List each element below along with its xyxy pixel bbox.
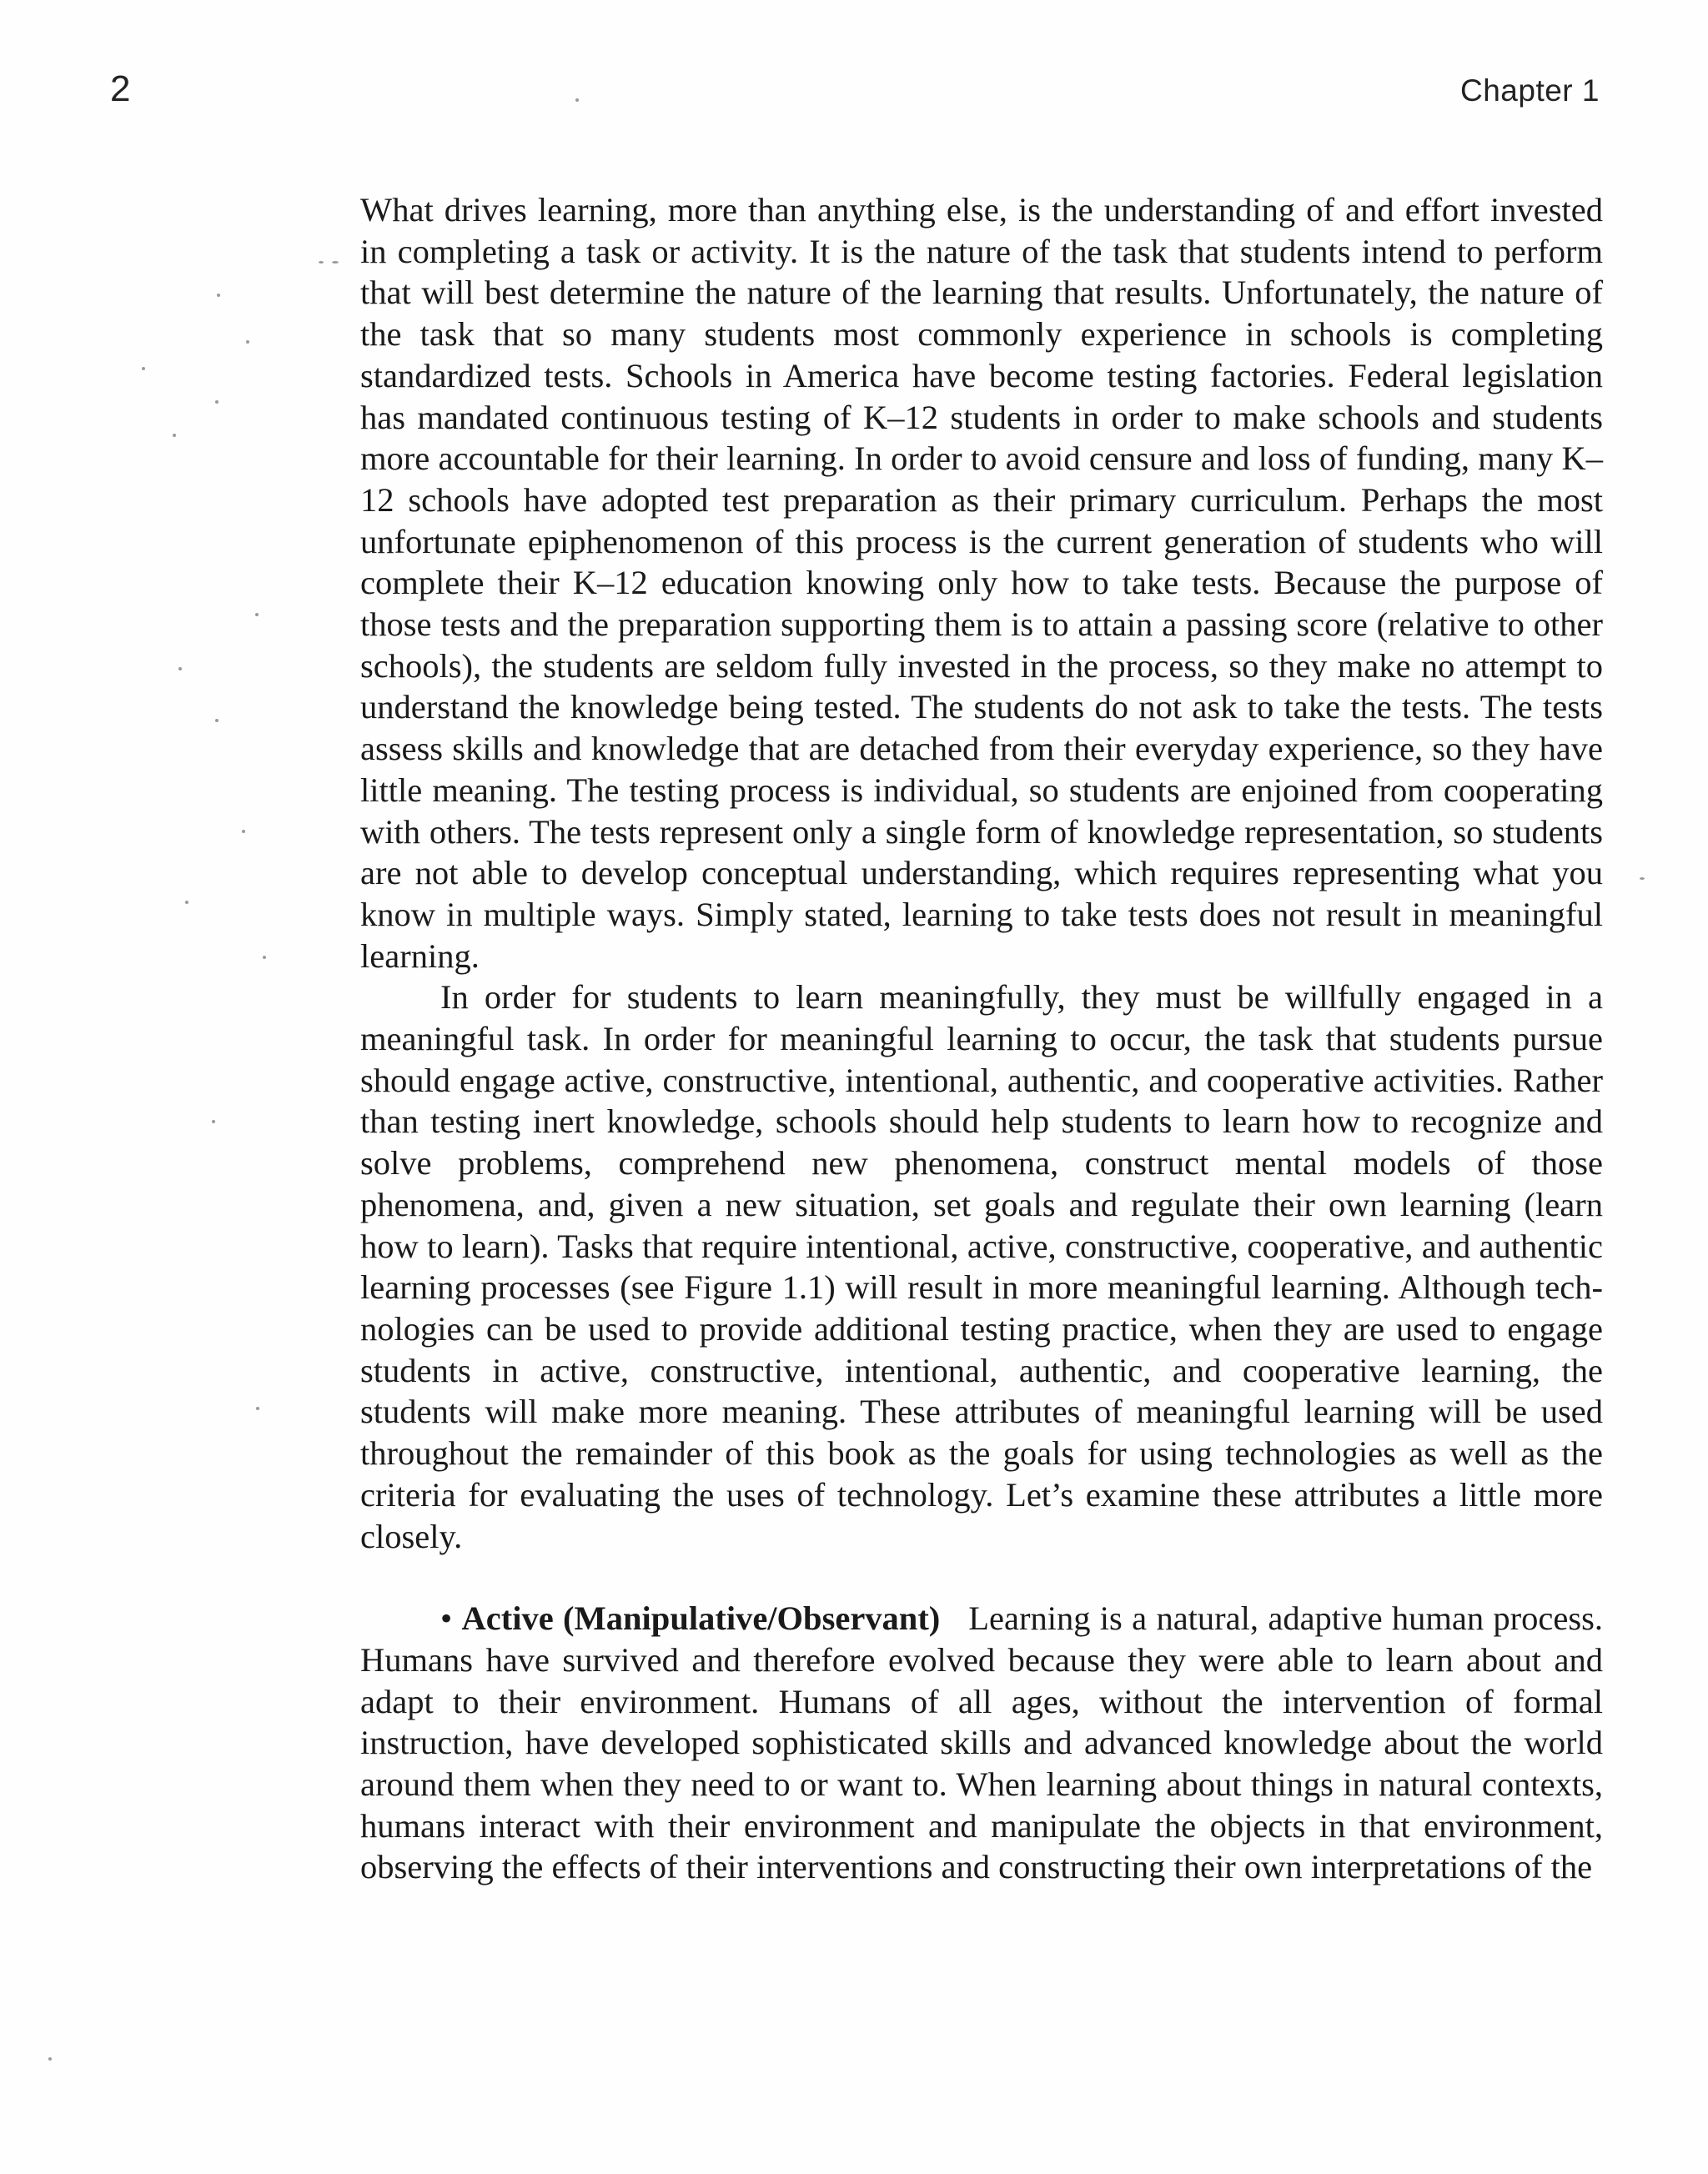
scan-speck [215,400,219,404]
scan-speck [255,613,259,616]
bullet-body: Learning is a natural, adaptive human process. Humans have survived and therefore evolved because they were able to learn about and adapt to their environment. Humans of all ages, without the intervention of formal instruction, have developed sophisticated skills and advanced knowledge about the world around them when they need to or want to. When learning about things in natural contexts, humans interact with their environment and manipulate the objects in that environment, observing the effects of their interventions and constructing their own interpretations of the [360,1599,1604,1886]
running-head [0,68,1708,118]
paragraph-meaningful-task: In order for students to learn meaningfully, they must be willfully engaged in a meaningful task. In order for meaningful learning to occur, the task that students pursue should engage active, constructive, intentional, authentic, and cooperative activities. Rather than testing inert knowledge, schools should help students to learn how to recognize and solve problems, comprehend new phenomena, construct mental models of those phenomena, and, given a new situation, set goals and regulate their own learning (learn how to learn). Tasks that require intentional, active, constructive, cooperative, and authentic learning processes (see Figure 1.1) will result in more meaningful learning. Although technologies can be used to provide additional testing practice, when they are used to engage students in active, constructive, intentional, authentic, and cooperative learning, the students will make more meaning. These attributes of meaningful learning will be used throughout the remainder of this book as the goals for using technologies as well as the criteria for evaluating the uses of technology. Let’s examine these attributes a little more closely. [360,978,1603,1555]
page-number: 2 [110,68,131,109]
bullet-heading: Active (Manipulative/Observant) [461,1599,941,1638]
scan-speck [242,830,245,833]
scan-speck [217,294,220,297]
body-text [360,189,1603,1888]
scan-speck [178,667,182,670]
scan-speck [332,261,339,264]
chapter-label: Chapter 1 [1460,73,1600,108]
scan-speck [48,2057,52,2061]
scan-speck [215,719,219,722]
scan-speck [212,1120,215,1123]
scan-speck [256,1407,259,1410]
scan-speck [185,901,188,904]
scan-speck [173,434,176,437]
scan-speck [246,340,249,344]
bullet-icon: • [440,1599,453,1638]
scan-speck [263,956,266,959]
scan-speck [319,261,324,264]
scan-speck [1640,877,1645,880]
scan-speck [142,367,145,370]
paragraph-testing-factories: What drives learning, more than anything else, is the understanding of and effort invested in completing a task or activity. It is the nature of the task that students intend to perform that will best determine the nature of the learning that results. Unfortunately, the nature of the task that so many students most commonly experience in schools is completing standardized tests. Schools in America have become testing factories. Federal legislation has mandated continuous testing of K–12 students in order to make schools and students more accountable for their learning. In order to avoid censure and loss of funding, many K–12 schools have adopted test preparation as their primary curriculum. Perhaps the most unfortunate epiphenomenon of this process is the current generation of students who will complete their K–12 education knowing only how to take tests. Because the purpose of those tests and the preparation supporting them is to attain a passing score (relative to other schools), the students are seldom fully invested in the process, so they make no attempt to understand the knowledge being tested. The students do not ask to take the tests. The tests assess skills and knowledge that are detached from their everyday experience, so they have little meaning. The testing process is individual, so students are enjoined from cooperating with others. The tests represent only a single form of knowledge representation, so students are not able to develop conceptual understanding, which requires representing what you know in multiple ways. Simply stated, learning to take tests does not result in meaningful learning. [360,191,1603,975]
scan-speck [575,98,579,102]
paragraph-active-learning [360,1598,1603,1888]
